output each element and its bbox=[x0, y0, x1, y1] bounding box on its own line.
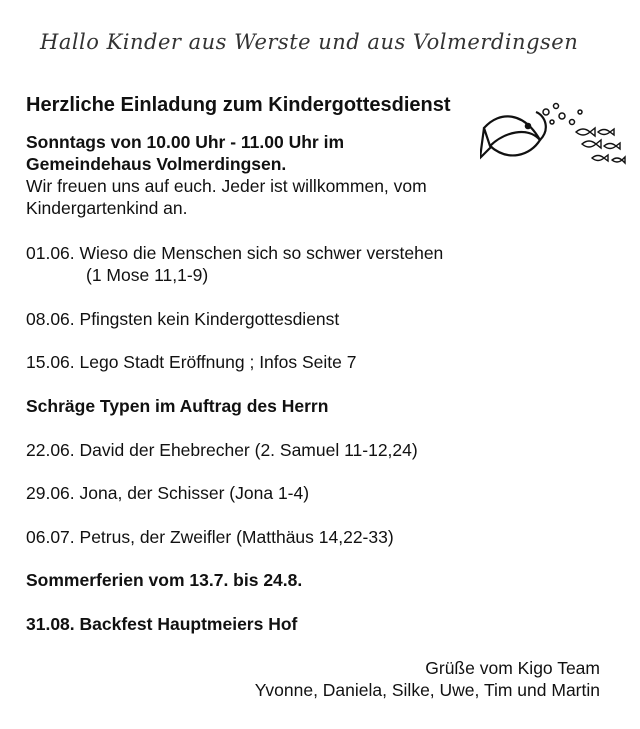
event-item-reference: (1 Mose 11,1-9) bbox=[86, 265, 209, 285]
event-item: 15.06. Lego Stadt Eröffnung ; Infos Seite 7 bbox=[26, 352, 357, 372]
team-names: Yvonne, Daniela, Silke, Uwe, Tim und Martin bbox=[254, 680, 600, 700]
greeting: Hallo Kinder aus Werste und aus Volmerdingsen bbox=[40, 30, 579, 54]
event-item: 08.06. Pfingsten kein Kindergottesdienst bbox=[26, 309, 340, 329]
summer-break: Sommerferien vom 13.7. bis 24.8. bbox=[26, 570, 303, 590]
bubble-icon bbox=[543, 104, 582, 125]
fish-illustration bbox=[480, 100, 630, 180]
event-item: 22.06. David der Ehebrecher (2. Samuel 11-12,24) bbox=[26, 440, 418, 460]
welcome-line-1: Wir freuen uns auf euch. Jeder ist willkommen, vom bbox=[26, 176, 427, 196]
fish-icon bbox=[480, 112, 546, 158]
event-item: 06.07. Petrus, der Zweifler (Matthäus 14,22-33) bbox=[26, 527, 394, 547]
closing-greeting: Grüße vom Kigo Team bbox=[425, 658, 600, 678]
small-fish-icon bbox=[576, 128, 625, 163]
welcome-line-2: Kindergartenkind an. bbox=[26, 198, 188, 218]
event-item: 29.06. Jona, der Schisser (Jona 1-4) bbox=[26, 483, 310, 503]
series-title: Schräge Typen im Auftrag des Herrn bbox=[26, 396, 329, 416]
time-line: Sonntags von 10.00 Uhr - 11.00 Uhr im bbox=[26, 132, 345, 152]
event-item: 01.06. Wieso die Menschen sich so schwer verstehen bbox=[26, 243, 444, 263]
place-line: Gemeindehaus Volmerdingsen. bbox=[26, 154, 287, 174]
page-title: Herzliche Einladung zum Kindergottesdienst bbox=[26, 94, 451, 116]
backfest: 31.08. Backfest Hauptmeiers Hof bbox=[26, 614, 298, 634]
